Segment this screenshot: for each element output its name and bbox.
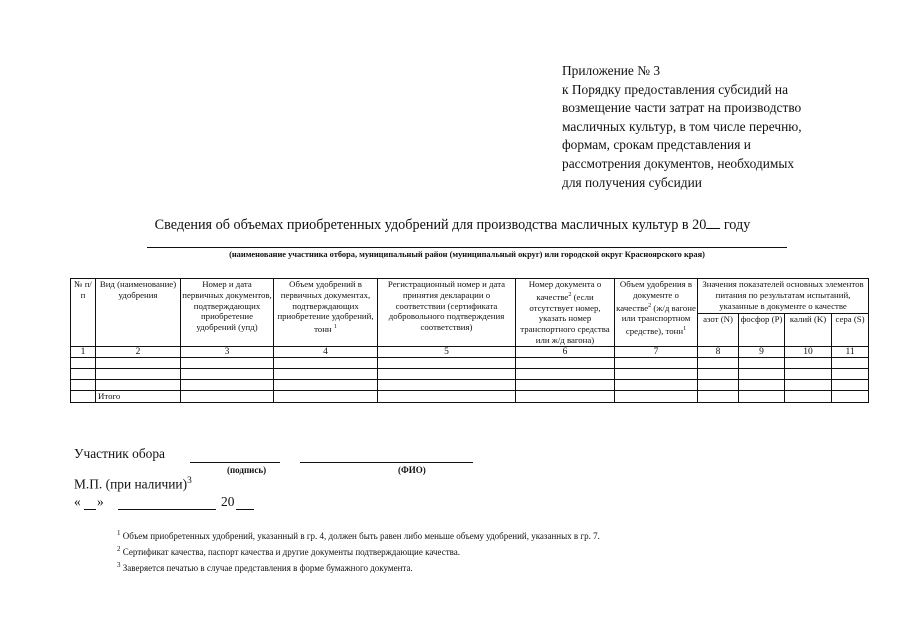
table-cell[interactable]	[832, 357, 869, 368]
footnote-3: $^3$ Заверяется печатью в случае представления в форме бумажного документа.	[117, 561, 413, 573]
table-cell[interactable]	[378, 357, 516, 368]
table-row	[71, 357, 869, 368]
table-cell[interactable]	[698, 368, 739, 379]
signature-line[interactable]	[190, 462, 280, 463]
table-cell[interactable]	[378, 368, 516, 379]
table-cell[interactable]	[378, 379, 516, 390]
name-line[interactable]	[300, 462, 473, 463]
col-number: 10	[785, 346, 832, 357]
table-cell[interactable]	[785, 368, 832, 379]
header-quality-doc: Номер документа о качестве$^2$ (если отсутствует номер, указать номер транспортного средства или ж/д вагона)	[516, 279, 615, 347]
appendix-line: формам, срокам представления и	[562, 137, 751, 153]
table-cell[interactable]	[739, 390, 785, 402]
table-cell[interactable]	[96, 368, 181, 379]
footnote-1: $^1$ Объем приобретенных удобрений, указанный в гр. 4, должен быть равен либо меньше объему удобрений, указанных в гр. 7.	[117, 529, 600, 541]
col-number: 4	[274, 346, 378, 357]
appendix-line: для получения субсидии	[562, 174, 702, 190]
table-cell[interactable]	[698, 357, 739, 368]
appendix-line: рассмотрения документов, необходимых	[562, 155, 795, 171]
col-number: 3	[181, 346, 274, 357]
appendix-line: возмещение части затрат на производство	[562, 100, 802, 116]
table-cell[interactable]	[785, 379, 832, 390]
header-quality-volume: Объем удобрения в документе о качестве$^2$ (ж/д вагоне или транспортном средстве), тонн$^1$	[615, 279, 698, 347]
table-cell[interactable]	[739, 368, 785, 379]
header-type: Вид (наименование) удобрения	[96, 279, 181, 347]
table-cell[interactable]	[71, 379, 96, 390]
appendix-block	[562, 62, 862, 192]
table-cell[interactable]	[516, 357, 615, 368]
col-number: 1	[71, 346, 96, 357]
column-number-row	[71, 346, 869, 357]
col-number: 2	[96, 346, 181, 357]
table-cell[interactable]	[274, 357, 378, 368]
header-docs: Номер и дата первичных документов, подтверждающих приобретение удобрений (упд)	[181, 279, 274, 347]
year-blank	[706, 216, 720, 229]
title-text: Сведения об объемах приобретенных удобрений для производства масличных культур в 20	[154, 217, 707, 233]
table-cell[interactable]	[96, 357, 181, 368]
date-day-close: »	[97, 494, 104, 509]
table-row	[71, 379, 869, 390]
table-cell[interactable]	[698, 390, 739, 402]
col-number: 5	[378, 346, 516, 357]
header-sulfur: сера (S)	[832, 313, 869, 346]
table-cell[interactable]	[615, 390, 698, 402]
table-cell[interactable]	[615, 357, 698, 368]
table-cell[interactable]	[785, 357, 832, 368]
col-number: 9	[739, 346, 785, 357]
table-cell[interactable]	[71, 357, 96, 368]
table-cell[interactable]	[832, 379, 869, 390]
table-cell[interactable]	[274, 368, 378, 379]
date-day-line[interactable]	[84, 509, 96, 510]
table-cell[interactable]	[71, 390, 96, 402]
table-cell[interactable]	[274, 390, 378, 402]
date-month-line[interactable]	[118, 509, 216, 510]
table-cell[interactable]	[739, 379, 785, 390]
participant-line	[147, 247, 787, 248]
stamp-label: М.П. (при наличии)$^3$	[74, 476, 192, 492]
table-cell[interactable]	[516, 390, 615, 402]
table-cell[interactable]	[71, 368, 96, 379]
header-num: № п/п	[71, 279, 96, 347]
table-cell[interactable]	[832, 368, 869, 379]
title-suffix: году	[723, 217, 751, 233]
appendix-line: Приложение № 3	[562, 63, 661, 78]
table-cell[interactable]	[615, 379, 698, 390]
col-number: 7	[615, 346, 698, 357]
appendix-line: к Порядку предоставления субсидий на	[562, 81, 789, 97]
table-cell[interactable]	[516, 379, 615, 390]
date-year-prefix: 20	[221, 494, 235, 509]
table-cell[interactable]	[181, 368, 274, 379]
fertilizer-table	[70, 278, 869, 403]
signature-caption: (подпись)	[227, 465, 267, 475]
date-day-open: «	[74, 494, 81, 509]
footnotes	[117, 527, 600, 575]
col-number: 8	[698, 346, 739, 357]
appendix-line: масличных культур, в том числе перечню,	[562, 118, 802, 134]
header-nutrients: Значения показателей основных элементов питания по результатам испытаний, указанные в документе о качестве	[698, 279, 869, 314]
date-year-line[interactable]	[236, 509, 254, 510]
total-row	[71, 390, 869, 402]
table-cell[interactable]	[832, 390, 869, 402]
participant-caption: (наименование участника отбора, муниципальный район (муниципальный округ) или городской округ Красноярского края)	[229, 250, 705, 259]
header-row	[71, 279, 869, 314]
table-cell[interactable]	[274, 379, 378, 390]
participant-label: Участник обора	[74, 446, 165, 461]
table-cell[interactable]	[378, 390, 516, 402]
table-cell[interactable]	[96, 379, 181, 390]
footnote-2: $^2$ Сертификат качества, паспорт качества и другие документы подтверждающие качества.	[117, 545, 460, 557]
table-cell[interactable]	[698, 379, 739, 390]
total-label: Итого	[96, 390, 181, 402]
header-nitrogen: азот (N)	[698, 313, 739, 346]
header-volume: Объем удобрений в первичных документах, подтверждающих приобретение удобрений, тонн $^1$	[274, 279, 378, 347]
table-row	[71, 368, 869, 379]
col-number: 6	[516, 346, 615, 357]
document-title	[0, 216, 905, 234]
header-potassium: калий (K)	[785, 313, 832, 346]
table-cell[interactable]	[615, 368, 698, 379]
header-phosphorus: фосфор (P)	[739, 313, 785, 346]
name-caption: (ФИО)	[398, 465, 426, 475]
table-cell[interactable]	[516, 368, 615, 379]
table-cell[interactable]	[181, 390, 274, 402]
table-cell[interactable]	[181, 357, 274, 368]
table-cell[interactable]	[181, 379, 274, 390]
table-cell[interactable]	[785, 390, 832, 402]
col-number: 11	[832, 346, 869, 357]
table-cell[interactable]	[739, 357, 785, 368]
header-declaration: Регистрационный номер и дата принятия декларации о соответствии (сертификата добровольного подтверждения соответствия)	[378, 279, 516, 347]
